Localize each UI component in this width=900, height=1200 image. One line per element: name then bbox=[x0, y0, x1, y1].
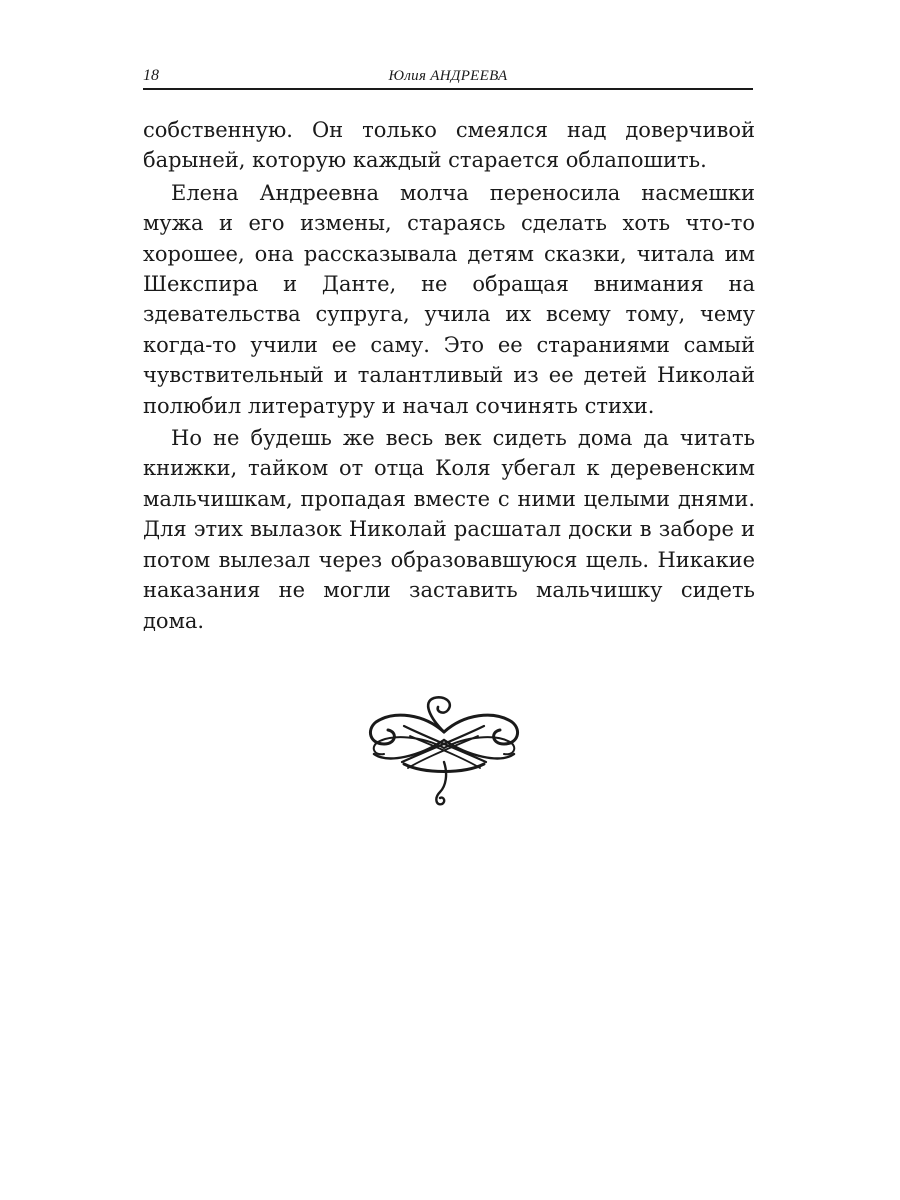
paragraph-continued: собственную. Он только смеялся над доверчивой барыней, которую каждый старается облапошить. bbox=[143, 118, 755, 173]
header-rule bbox=[143, 88, 753, 90]
paragraph: Елена Андреевна молча переносила насмешки мужа и его измены, стараясь сделать хоть что-то хорошее, она рассказывала детям сказки, читала им Шекспира и Данте, не обращая внимания на здевательства супруга, учила их всему тому, чему когда-то учили ее саму. Это ее стараниями самый чувствительный и талантливый из ее детей Николай полюбил литературу и начал сочинять стихи. bbox=[143, 180, 755, 418]
paragraph: Но не будешь же весь век сидеть дома да читать книжки, тайком от отца Коля убегал к деревенским мальчишкам, пропадая вместе с ними целыми днями. Для этих вылазок Николай расшатал доски в заборе и потом вылезал через образовавшуюся щель. Никакие наказания не могли заставить мальчишку сидеть дома. bbox=[143, 426, 755, 633]
running-title: Юлия АНДРЕЕВА bbox=[388, 68, 508, 84]
page-number: 18 bbox=[143, 67, 159, 84]
flourish-ornament-icon bbox=[364, 692, 524, 808]
body-text bbox=[143, 115, 755, 636]
running-head bbox=[143, 66, 753, 86]
